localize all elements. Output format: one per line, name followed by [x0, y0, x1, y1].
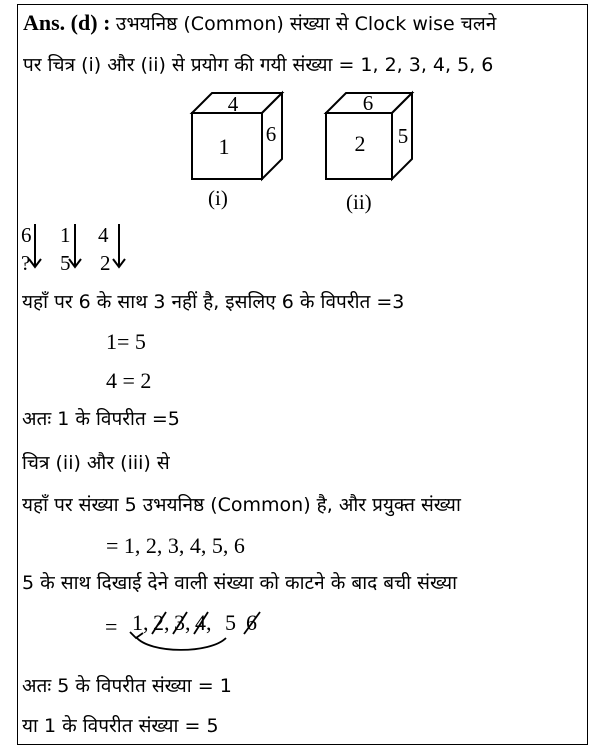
line-used-numbers: = 1, 2, 3, 4, 5, 6 [106, 533, 245, 558]
grid-top-1: 6 [21, 223, 32, 247]
die-i-front-face: 1 [218, 134, 230, 159]
die-figure-ii [322, 88, 422, 188]
sequence-num-4: 4, [195, 610, 212, 635]
answer-intro-text: उभयनिष्ठ (Common) संख्या से Clock wise चलने [115, 13, 497, 35]
opposite-face-arrow-grid [20, 220, 140, 280]
die-ii-caption: (ii) [346, 190, 372, 214]
line-pair-1-5: 1= 5 [106, 329, 146, 354]
die-ii-front-face: 2 [354, 131, 366, 156]
grid-bottom-1: ? [21, 251, 31, 275]
line-remaining-numbers: 5 के साथ दिखाई देने वाली संख्या को काटने के बाद बची संख्या [22, 572, 458, 594]
grid-top-2: 1 [60, 223, 71, 247]
grid-top-3: 4 [98, 223, 109, 247]
line-six-opposite: यहाँ पर 6 के साथ 3 नहीं है, इसलिए 6 के विपरीत =3 [22, 291, 405, 313]
sequence-num-1: 1, [132, 610, 149, 635]
line-one-opposite: अतः 1 के विपरीत =5 [22, 408, 180, 430]
answer-line-2: पर चित्र (i) और (ii) से प्रयोग की गयी संख्या = 1, 2, 3, 4, 5, 6 [23, 54, 494, 76]
answer-label: Ans. (d) : [23, 10, 111, 35]
die-ii-top-face: 6 [362, 91, 374, 115]
sequence-num-5: 5 [225, 610, 236, 635]
die-figure-i [188, 88, 288, 188]
answer-line-1 [23, 10, 496, 37]
die-i-side-face: 6 [265, 122, 277, 146]
die-i-top-face: 4 [227, 92, 239, 116]
crossed-out-sequence [100, 602, 280, 662]
sequence-num-3: 3, [174, 610, 191, 635]
line-figures-ii-iii: चित्र (ii) और (iii) से [22, 452, 170, 474]
line-common-five: यहाँ पर संख्या 5 उभयनिष्ठ (Common) है, और प्रयुक्त संख्या [22, 494, 461, 516]
die-i-caption: (i) [208, 186, 228, 210]
clockwise-link-arrow [136, 637, 226, 650]
line-five-opposite: अतः 5 के विपरीत संख्या = 1 [22, 675, 232, 697]
die-ii-side-face: 5 [397, 124, 409, 148]
sequence-num-2: 2, [153, 610, 170, 635]
line-pair-4-2: 4 = 2 [106, 368, 152, 393]
sequence-equals: = [105, 614, 118, 639]
grid-bottom-2: 5 [60, 251, 71, 275]
sequence-num-6: 6 [246, 610, 257, 635]
grid-bottom-3: 2 [100, 251, 111, 275]
line-one-opposite-final: या 1 के विपरीत संख्या = 5 [22, 715, 219, 737]
